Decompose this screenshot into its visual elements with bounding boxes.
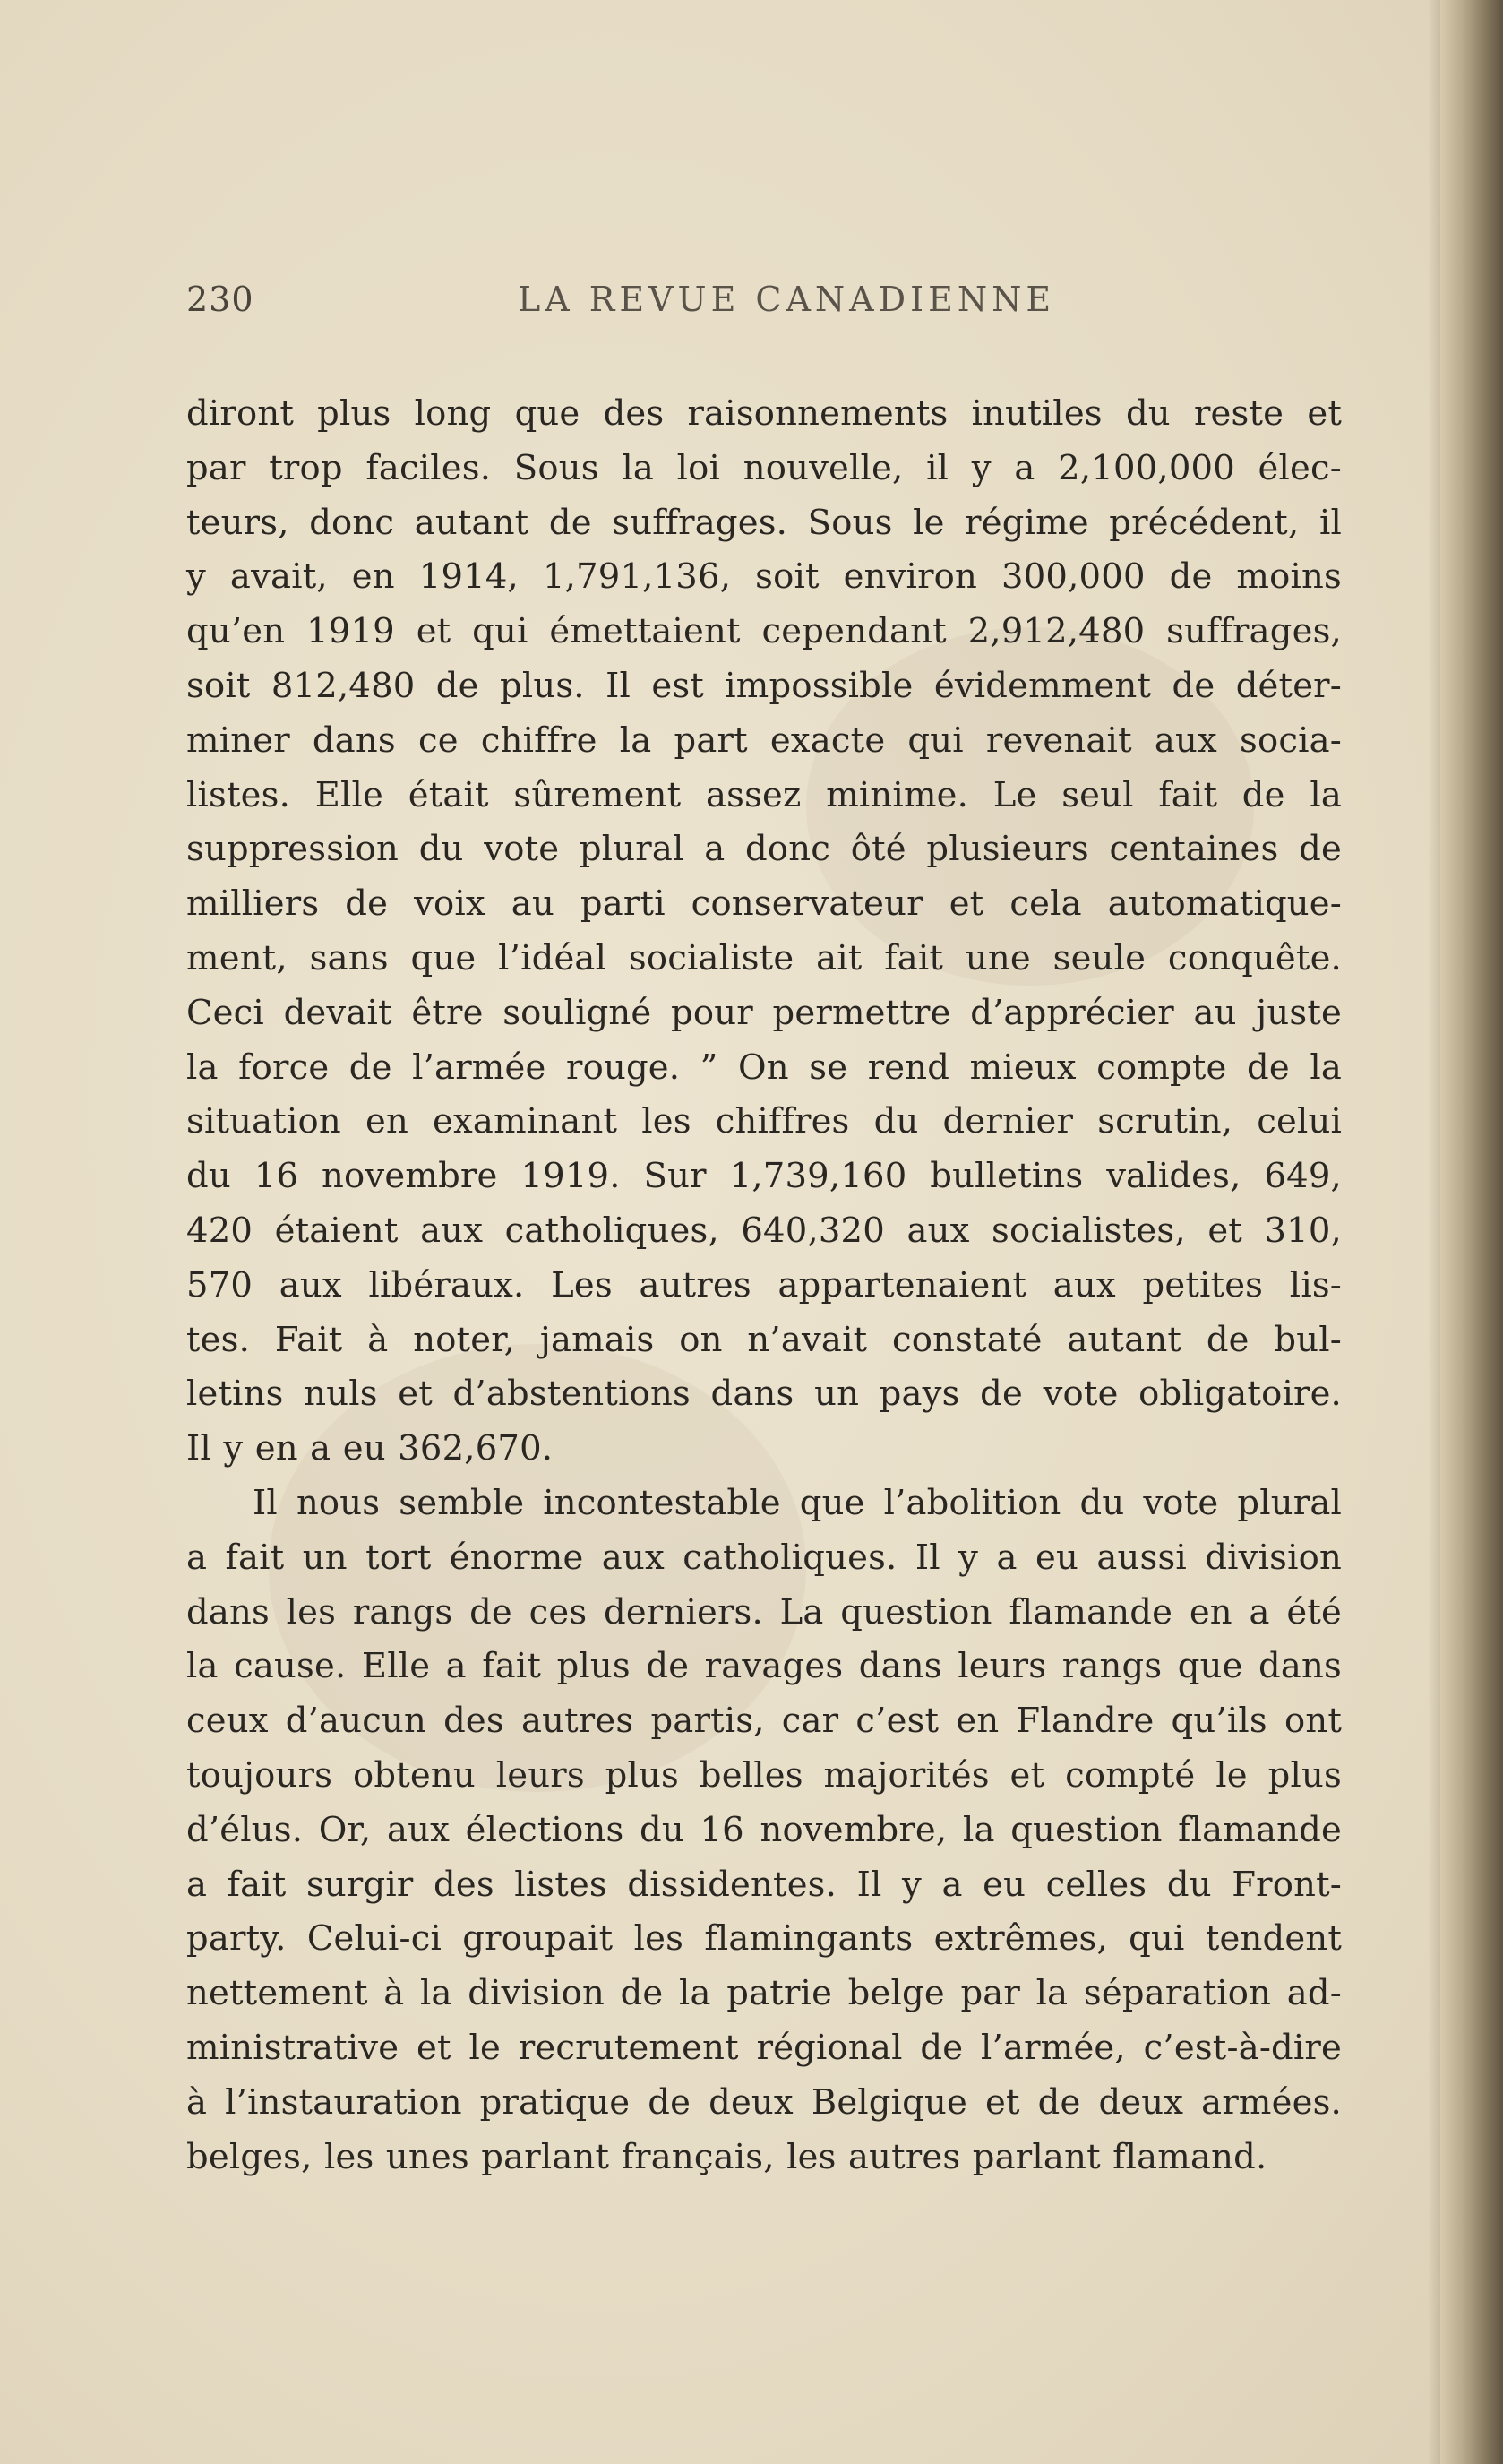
- text-line: 420 étaient aux catholiques, 640,320 aux socialistes, et 310,: [186, 1210, 1342, 1251]
- page-number: 230: [186, 280, 254, 319]
- paragraph: [186, 387, 1342, 1477]
- text-line: belges, les unes parlant français, les autres parlant flamand.: [186, 2136, 1267, 2177]
- text-line: miner dans ce chiffre la part exacte qui revenait aux socia-: [186, 719, 1342, 761]
- text-line: qu’en 1919 et qui émettaient cependant 2,912,480 suffrages,: [186, 611, 1342, 652]
- text-line: la force de l’armée rouge. ” On se rend mieux compte de la: [186, 1047, 1342, 1088]
- text-line: la cause. Elle a fait plus de ravages dans leurs rangs que dans: [186, 1646, 1342, 1687]
- text-line: par trop faciles. Sous la loi nouvelle, il y a 2,100,000 élec-: [186, 447, 1342, 488]
- text-line: teurs, donc autant de suffrages. Sous le régime précédent, il: [186, 502, 1342, 543]
- text-line: nettement à la division de la patrie belge par la séparation ad-: [186, 1973, 1342, 2014]
- running-title: LA REVUE CANADIENNE: [518, 280, 1056, 319]
- text-line: toujours obtenu leurs plus belles majorités et compté le plus: [186, 1754, 1342, 1796]
- body-text: [186, 387, 1342, 2184]
- text-line: a fait un tort énorme aux catholiques. Il y a eu aussi division: [186, 1537, 1342, 1578]
- page-gutter-shadow: [1428, 0, 1440, 2464]
- page-header: [186, 280, 1344, 324]
- text-line: milliers de voix au parti conservateur et cela automatique-: [186, 883, 1342, 925]
- text-line: suppression du vote plural a donc ôté plusieurs centaines de: [186, 829, 1342, 870]
- text-line: a fait surgir des listes dissidentes. Il y a eu celles du Front-: [186, 1864, 1342, 1905]
- text-line: du 16 novembre 1919. Sur 1,739,160 bulletins valides, 649,: [186, 1156, 1342, 1197]
- text-line: dans les rangs de ces derniers. La question flamande en a été: [186, 1591, 1342, 1633]
- text-line: ment, sans que l’idéal socialiste ait fait une seule conquête.: [186, 937, 1342, 978]
- text-line: diront plus long que des raisonnements inutiles du reste et: [186, 393, 1342, 434]
- text-line: y avait, en 1914, 1,791,136, soit environ 300,000 de moins: [186, 556, 1342, 598]
- text-line: ceux d’aucun des autres partis, car c’est en Flandre qu’ils ont: [186, 1701, 1342, 1742]
- text-line: Il nous semble incontestable que l’abolition du vote plural: [253, 1482, 1342, 1523]
- text-line: listes. Elle était sûrement assez minime. Le seul fait de la: [186, 774, 1342, 815]
- book-spine: [1440, 0, 1503, 2464]
- text-line: 570 aux libéraux. Les autres appartenaient aux petites lis-: [186, 1264, 1342, 1305]
- text-line: tes. Fait à noter, jamais on n’avait constaté autant de bul-: [186, 1319, 1342, 1360]
- text-line: à l’instauration pratique de deux Belgique et de deux armées.: [186, 2081, 1342, 2123]
- text-line: party. Celui-ci groupait les flamingants extrêmes, qui tendent: [186, 1918, 1342, 1960]
- text-line: Ceci devait être souligné pour permettre d’apprécier au juste: [186, 992, 1342, 1033]
- text-line: d’élus. Or, aux élections du 16 novembre, la question flamande: [186, 1809, 1342, 1850]
- text-line: situation en examinant les chiffres du dernier scrutin, celui: [186, 1101, 1342, 1142]
- paragraph-container: [186, 387, 1342, 2184]
- text-line: Il y en a eu 362,670.: [186, 1428, 554, 1469]
- text-line: ministrative et le recrutement régional de l’armée, c’est-à-dire: [186, 2027, 1342, 2068]
- paragraph: [186, 1477, 1342, 2184]
- text-line: letins nuls et d’abstentions dans un pays de vote obligatoire.: [186, 1374, 1342, 1415]
- text-line: soit 812,480 de plus. Il est impossible évidemment de déter-: [186, 665, 1342, 706]
